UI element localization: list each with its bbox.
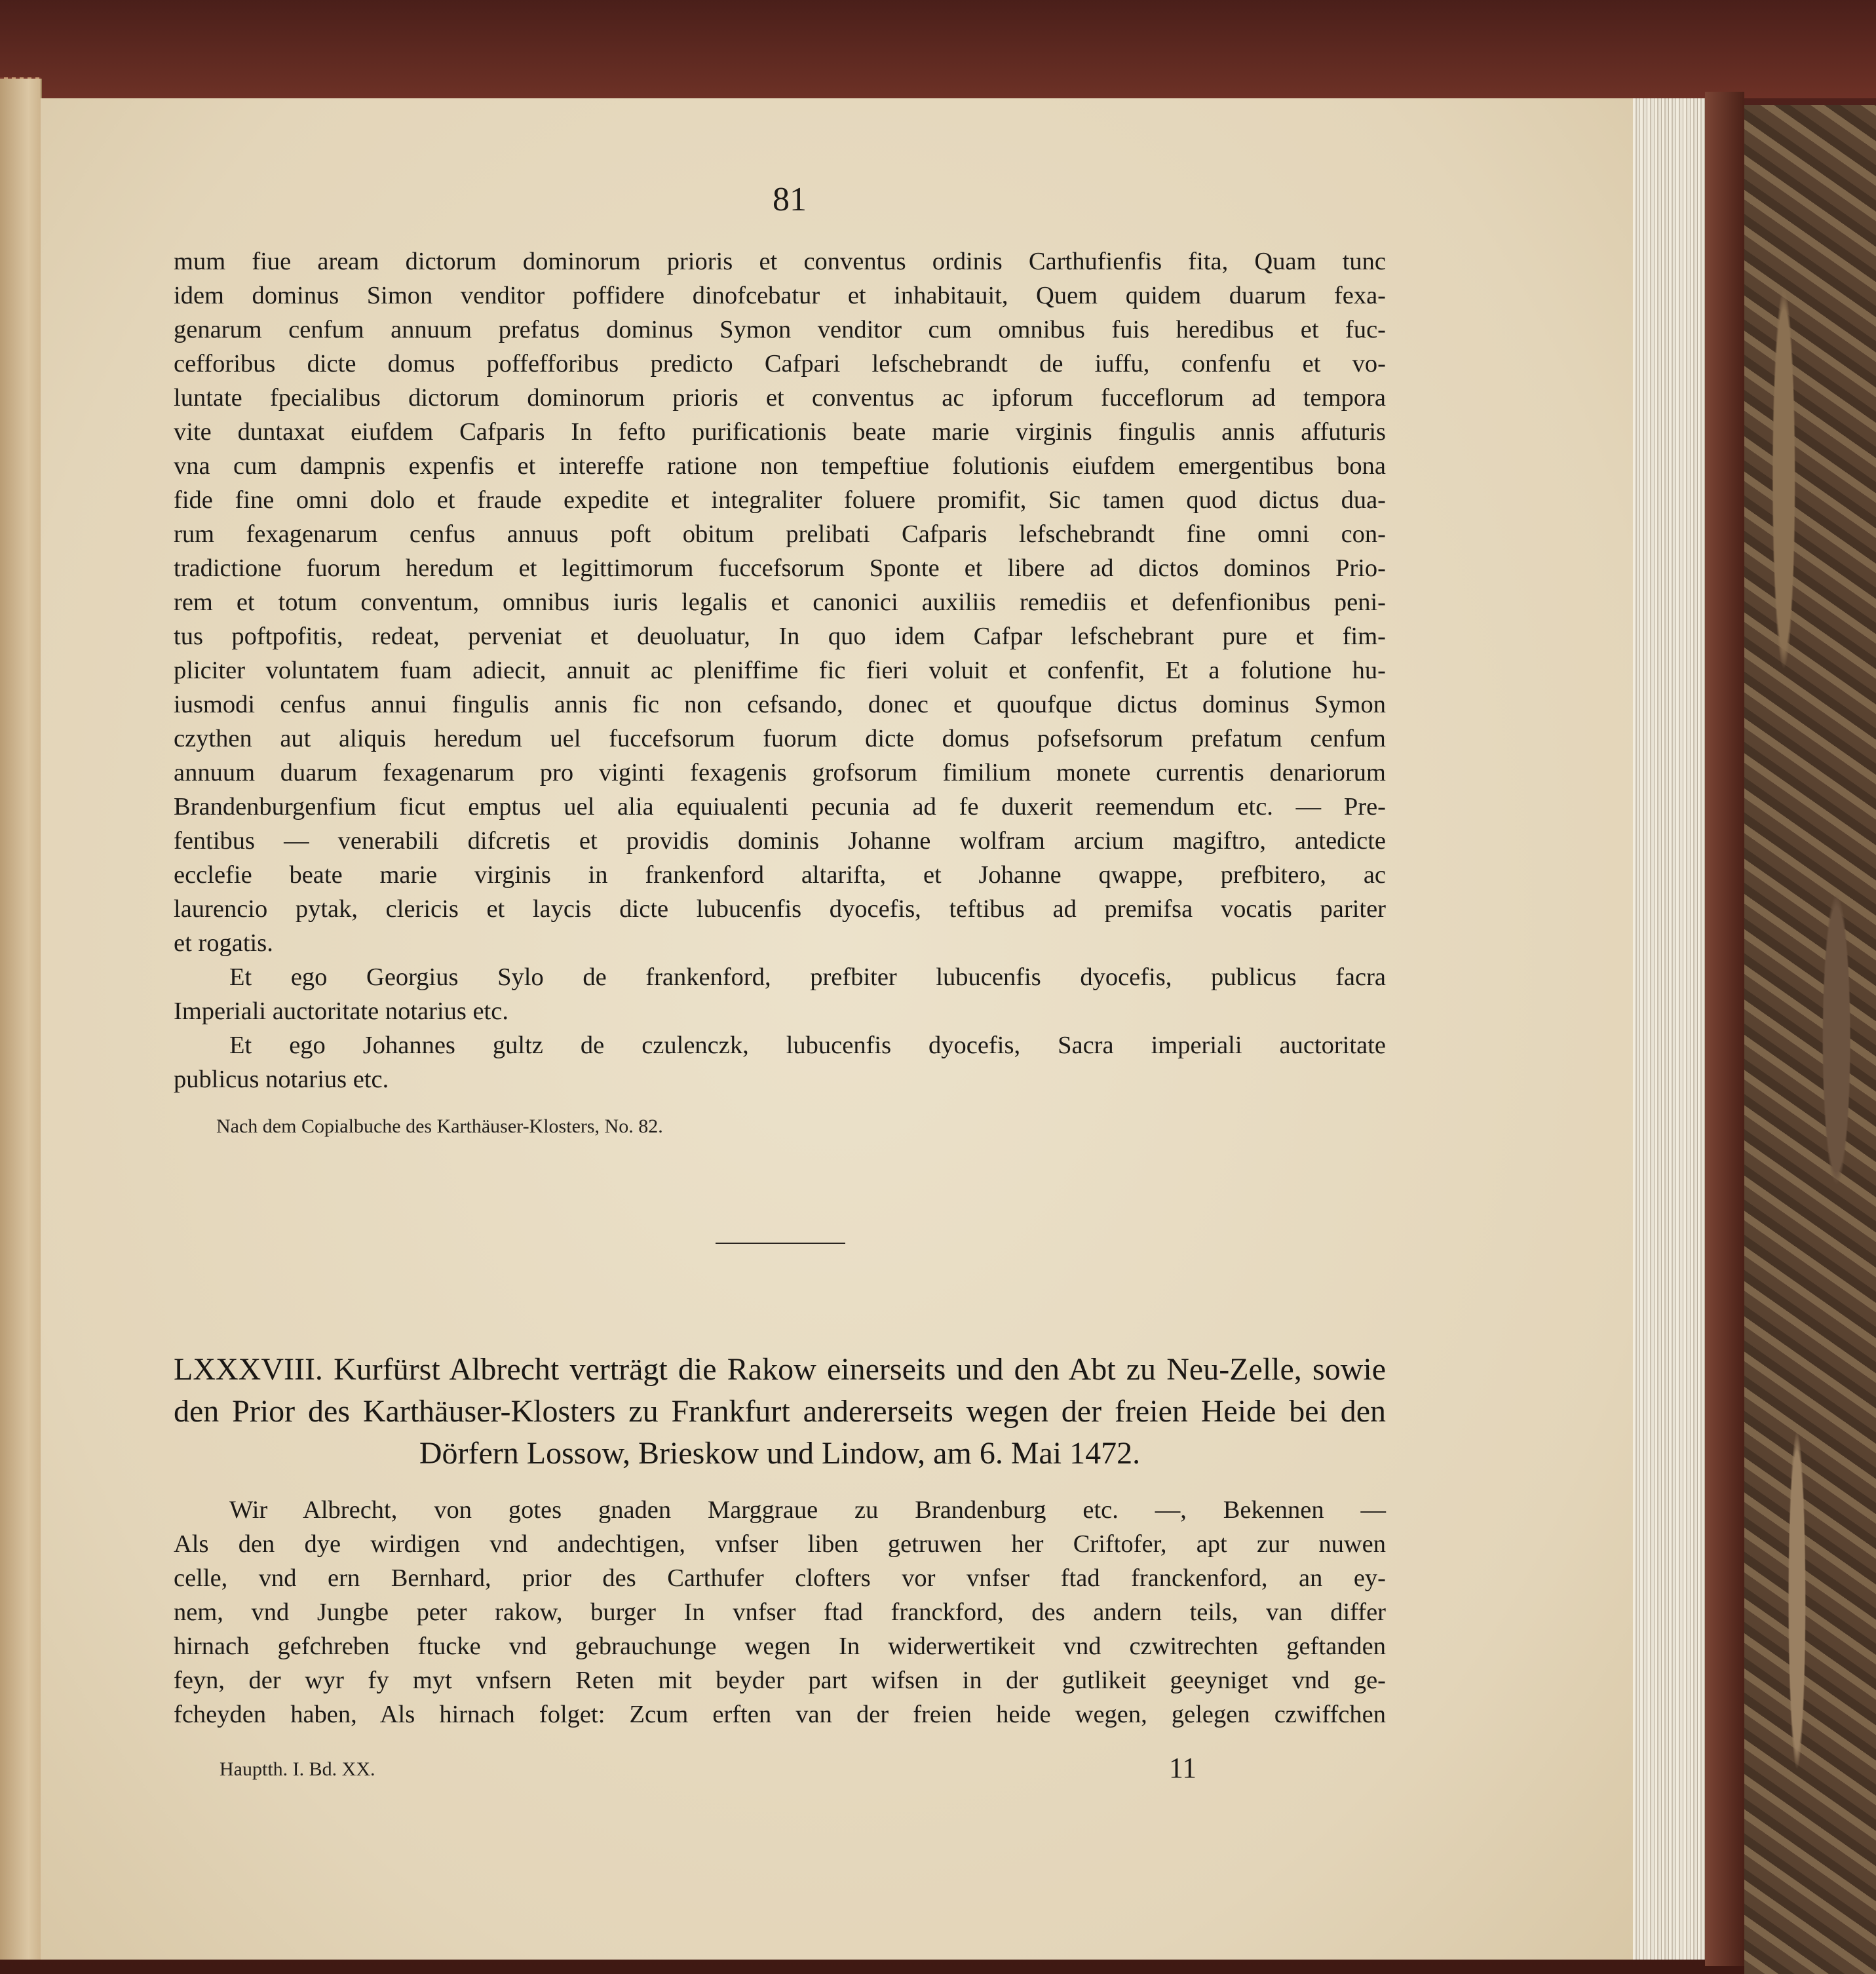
heading-line: Dörfern Lossow, Brieskow und Lindow, am 6. Mai 1472. [419, 1436, 1141, 1471]
source-note: Nach dem Copialbuche des Karthäuser-Klosters, No. 82. [216, 1115, 663, 1137]
text-line: Als den dye wirdigen vnd andechtigen, vnfser liben getruwen her Criftofer, apt zur nuwen [174, 1530, 1386, 1558]
text-line: cefforibus dicte domus poffefforibus predicto Cafpari lefschebrandt de iuffu, confenfu et vo- [174, 350, 1386, 377]
document-heading [174, 1349, 1386, 1475]
text-line: luntate fpecialibus dictorum dominorum prioris et conventus ac ipforum fucceflorum ad tempora [174, 384, 1386, 412]
gathering-number: 11 [1168, 1752, 1197, 1784]
text-line: czythen aut aliquis heredum uel fuccefsorum fuorum dicte domus pofsefsorum prefatum cenfum [174, 725, 1386, 752]
text-line: Et ego Johannes gultz de czulenczk, lubucenfis dyocefis, Sacra imperiali auctoritate [229, 1032, 1386, 1059]
text-line: ecclefie beate marie virginis in frankenford altarifta, et Johanne qwappe, prefbitero, ac [174, 861, 1386, 889]
text-line: annuum duarum fexagenarum pro viginti fexagenis grofsorum fimilium monete currentis denariorum [174, 759, 1386, 786]
page-number: 81 [773, 181, 807, 218]
text-line: nem, vnd Jungbe peter rakow, burger In vnfser ftad franckford, des andern teils, van differ [174, 1598, 1386, 1626]
page-block-edges [1633, 98, 1705, 1960]
book-cover-edge [1705, 92, 1744, 1966]
text-line: et rogatis. [174, 929, 273, 957]
heading-line: den Prior des Karthäuser-Klosters zu Frankfurt andererseits wegen der freien Heide bei den [174, 1394, 1386, 1429]
section-divider [716, 1243, 845, 1244]
text-line: mum fiue aream dictorum dominorum prioris et conventus ordinis Carthufienfis fita, Quam tunc [174, 248, 1386, 275]
text-line: fcheyden haben, Als hirnach folget: Zcum erften van der freien heide wegen, gelegen czwiffchen [174, 1701, 1386, 1728]
text-line: fentibus — venerabili difcretis et providis dominis Johanne wolfram arcium magiftro, antedicte [174, 827, 1386, 855]
text-line: iusmodi cenfus annui fingulis annis fic non cefsando, donec et quoufque dictus dominus Symon [174, 691, 1386, 718]
text-line: pliciter voluntatem fuam adiecit, annuit ac pleniffime fic fieri voluit et confenfit, Et a folutione hu- [174, 657, 1386, 684]
text-line: Et ego Georgius Sylo de frankenford, prefbiter lubucenfis dyocefis, publicus facra [229, 963, 1386, 991]
text-line: fide fine omni dolo et fraude expedite et integraliter foluere promifit, Sic tamen quod dictus dua- [174, 486, 1386, 514]
heading-line: LXXXVIII. Kurfürst Albrecht verträgt die Rakow einerseits und den Abt zu Neu-Zelle, sowie [174, 1352, 1386, 1387]
text-line: genarum cenfum annuum prefatus dominus Symon venditor cum omnibus fuis heredibus et fuc- [174, 316, 1386, 343]
text-line: Imperiali auctoritate notarius etc. [174, 997, 508, 1025]
text-line: vite duntaxat eiufdem Cafparis In fefto purificationis beate marie virginis fingulis annis affuturis [174, 418, 1386, 446]
book-cover-top [0, 0, 1876, 98]
text-line: publicus notarius etc. [174, 1066, 389, 1093]
text-line: rem et totum conventum, omnibus iuris legalis et canonici auxiliis remediis et defenfionibus peni- [174, 589, 1386, 616]
text-line: Wir Albrecht, von gotes gnaden Marggraue zu Brandenburg etc. —, Bekennen — [229, 1496, 1386, 1524]
signature-mark: Hauptth. I. Bd. XX. [220, 1758, 375, 1780]
latin-charter-text [174, 244, 1386, 1096]
german-charter-text [174, 1493, 1386, 1732]
text-line: laurencio pytak, clericis et laycis dicte lubucenfis dyocefis, teftibus ad premifsa vocatis pariter [174, 895, 1386, 923]
text-line: hirnach gefchreben ftucke vnd gebrauchunge wegen In widerwertikeit vnd czwitrechten geftanden [174, 1633, 1386, 1660]
marbled-endpaper [1744, 105, 1876, 1974]
text-line: idem dominus Simon venditor poffidere dinofcebatur et inhabitauit, Quem quidem duarum fexa- [174, 282, 1386, 309]
text-line: celle, vnd ern Bernhard, prior des Carthufer clofters vor vnfser ftad franckenford, an ey- [174, 1564, 1386, 1592]
text-line: tus poftpofitis, redeat, perveniat et deuoluatur, In quo idem Cafpar lefschebrant pure et fim- [174, 623, 1386, 650]
text-line: vna cum dampnis expenfis et intereffe ratione non tempeftiue folutionis eiufdem emergentibus bona [174, 452, 1386, 480]
text-line: feyn, der wyr fy myt vnfsern Reten mit beyder part wifsen in der gutlikeit geeyniget vnd ge- [174, 1667, 1386, 1694]
facing-page-edge [0, 79, 42, 1960]
text-line: Brandenburgenfium ficut emptus uel alia equiualenti pecunia ad fe duxerit reemendum etc. — Pre- [174, 793, 1386, 821]
text-line: rum fexagenarum cenfus annuus poft obitum prelibati Cafparis lefschebrandt fine omni con- [174, 520, 1386, 548]
text-line: tradictione fuorum heredum et legittimorum fuccefsorum Sponte et libere ad dictos dominos Prio- [174, 554, 1386, 582]
